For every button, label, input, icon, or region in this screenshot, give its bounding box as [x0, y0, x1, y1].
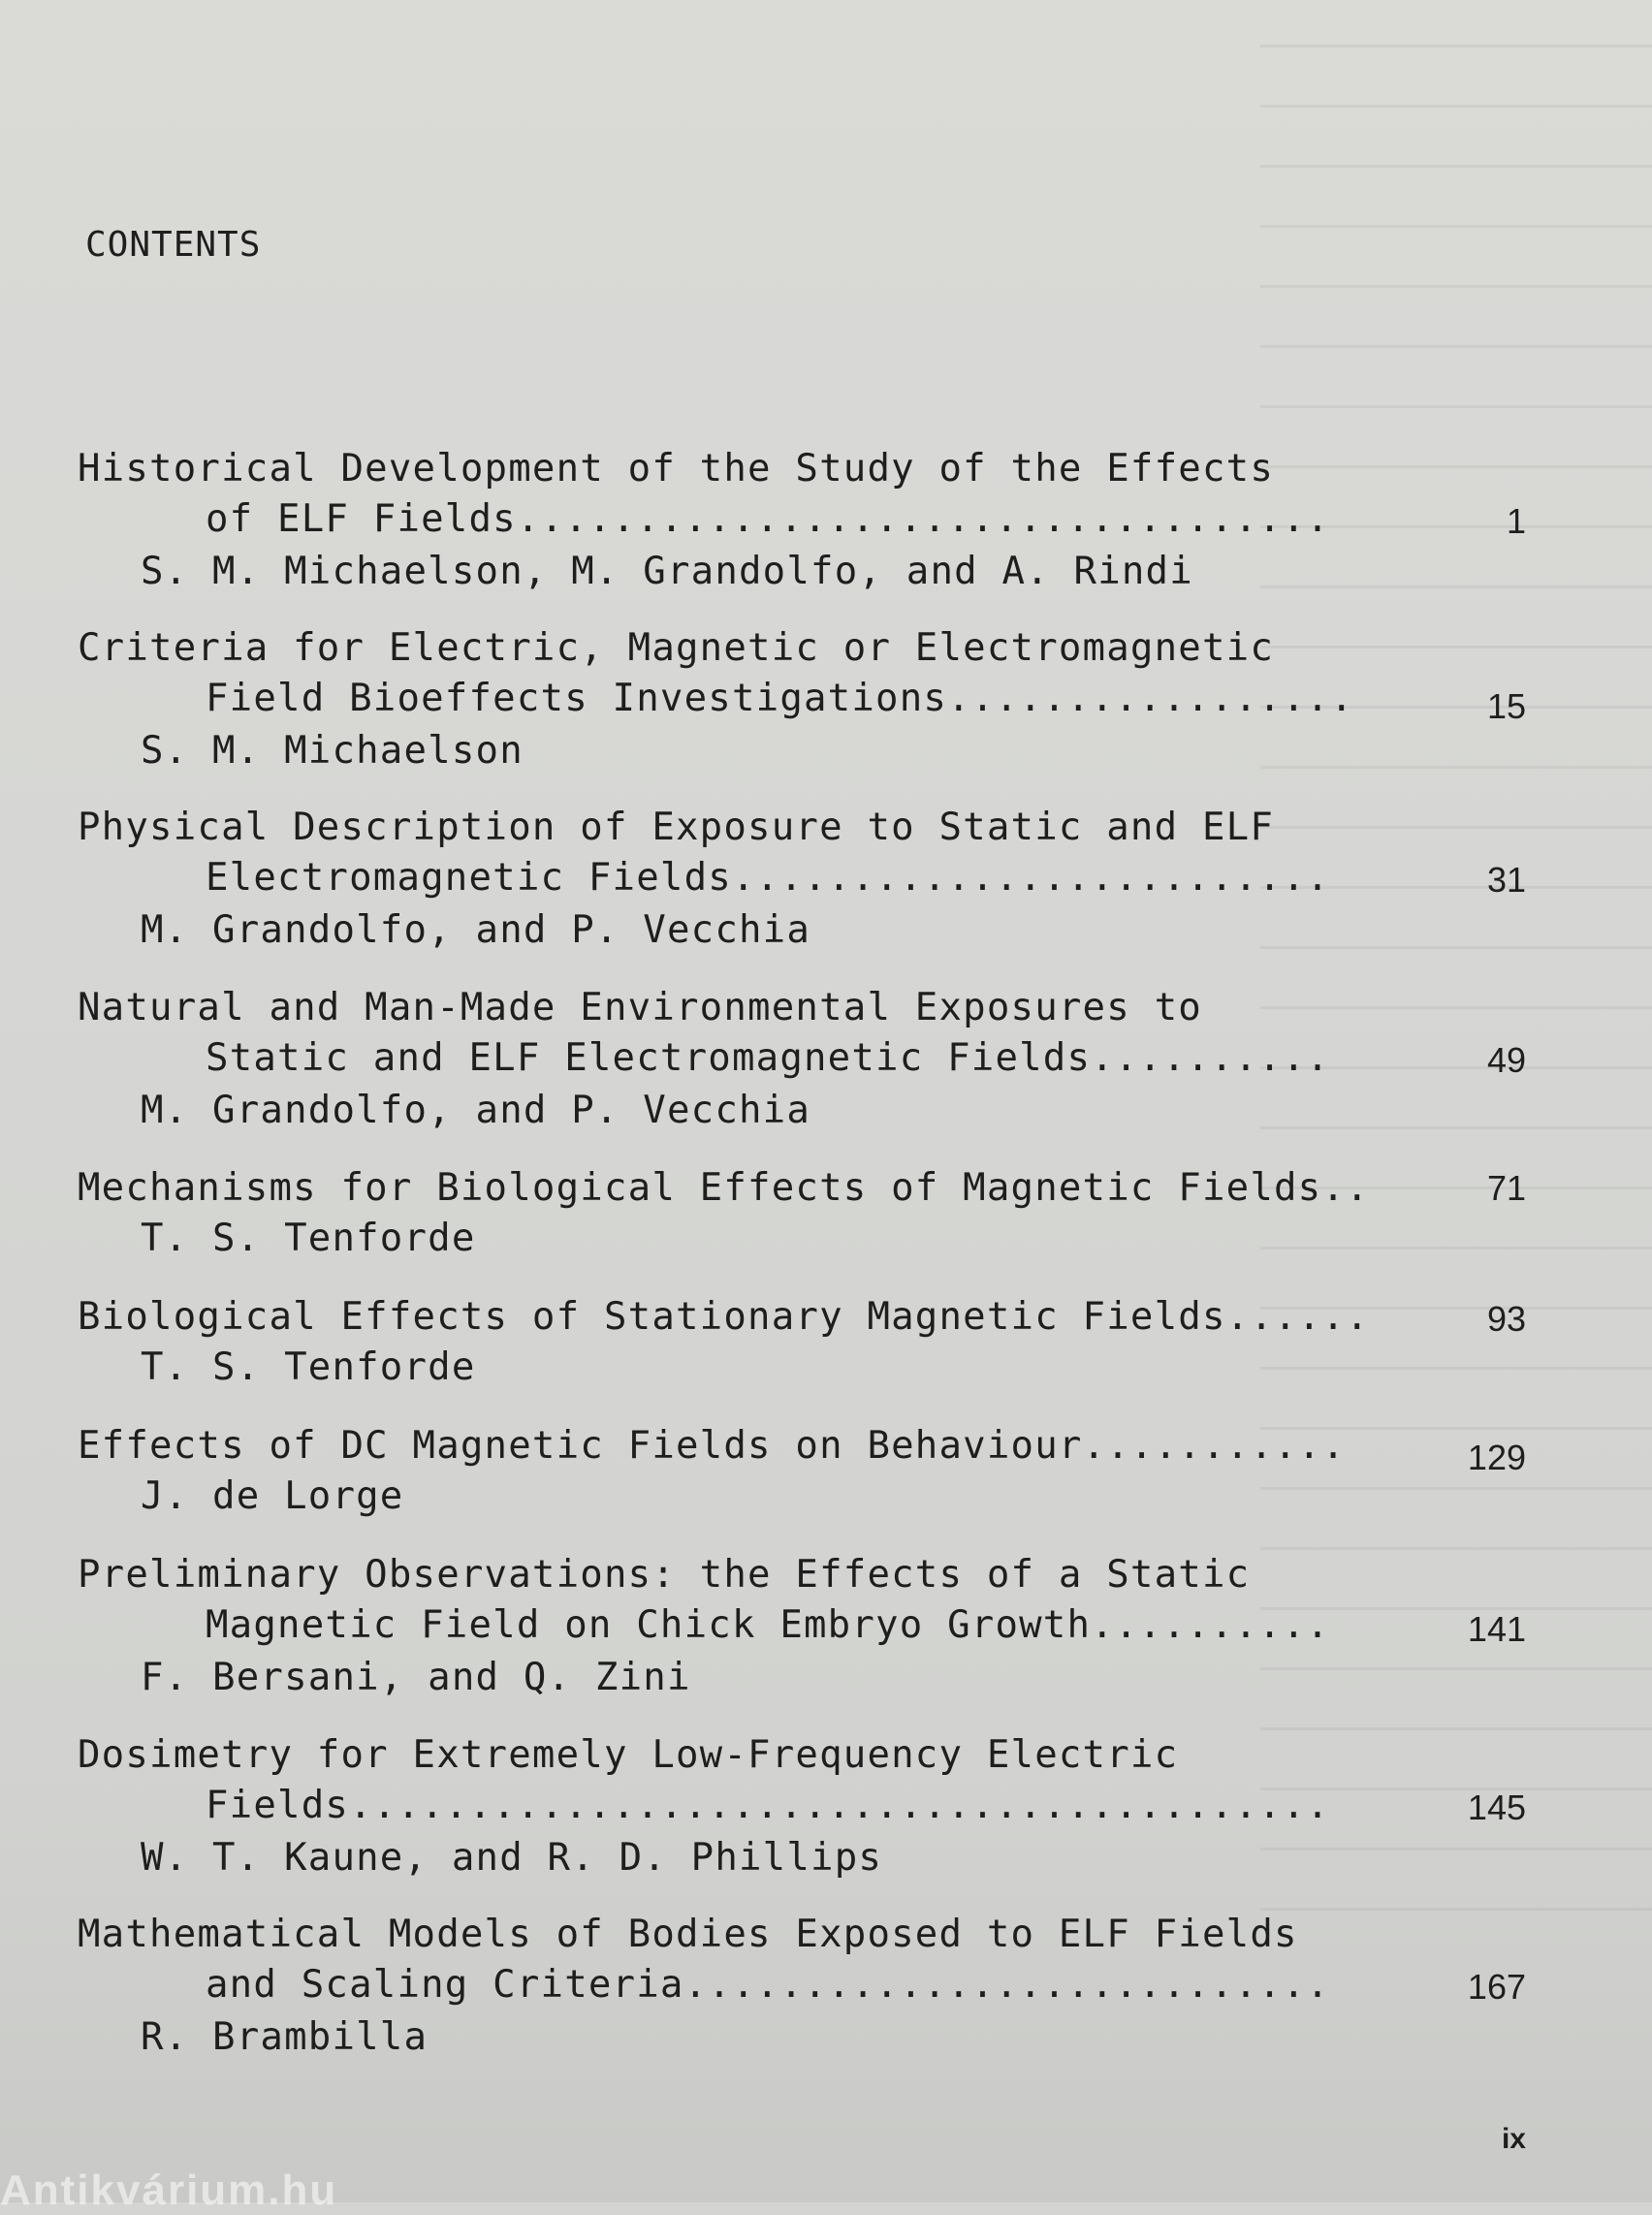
entry-authors: J. de Lorge [141, 1474, 404, 1518]
entry-page-number: 145 [1467, 1788, 1526, 1827]
entry-page-number: 15 [1486, 686, 1526, 726]
entry-page-number: 167 [1467, 1967, 1526, 2007]
entry-authors: T. S. Tenforde [141, 1217, 476, 1260]
entry-page-number: 31 [1486, 860, 1526, 900]
entry-title-line2: Electromagnetic Fields......................... [206, 856, 1330, 900]
entry-page-number: 141 [1467, 1609, 1526, 1649]
entry-title-line2: Magnetic Field on Chick Embryo Growth.......... [206, 1603, 1330, 1647]
entry-page-number: 1 [1506, 501, 1526, 541]
entry-authors: W. T. Kaune, and R. D. Phillips [141, 1836, 883, 1880]
entry-title-line2: Field Bioeffects Investigations................. [206, 677, 1354, 720]
entry-title-line1: Criteria for Electric, Magnetic or Electromagnetic [78, 626, 1274, 670]
entry-page-number: 129 [1467, 1438, 1526, 1477]
entry-title-line1: Effects of DC Magnetic Fields on Behaviour........... [78, 1424, 1347, 1468]
entry-authors: R. Brambilla [141, 2015, 429, 2059]
entry-authors: M. Grandolfo, and P. Vecchia [141, 908, 811, 952]
entry-title-line1: Preliminary Observations: the Effects of a Static [78, 1553, 1251, 1597]
entry-title-line1: Dosimetry for Extremely Low-Frequency Electric [78, 1733, 1179, 1777]
entry-title-line2: Static and ELF Electromagnetic Fields.......... [206, 1036, 1330, 1080]
entry-authors: F. Bersani, and Q. Zini [141, 1656, 691, 1699]
entry-title-line2: of ELF Fields.................................. [206, 497, 1330, 541]
entry-authors: M. Grandolfo, and P. Vecchia [141, 1089, 811, 1132]
entry-authors: S. M. Michaelson, M. Grandolfo, and A. Rindi [141, 550, 1193, 593]
entry-title-line1: Biological Effects of Stationary Magnetic Fields...... [78, 1295, 1370, 1339]
entry-authors: T. S. Tenforde [141, 1345, 476, 1389]
entry-page-number: 49 [1486, 1040, 1526, 1080]
entry-title-line2: and Scaling Criteria........................... [206, 1963, 1330, 2007]
page-folio: ix [1501, 2123, 1526, 2155]
contents-heading: CONTENTS [85, 225, 262, 265]
watermark-text: Antikvárium.hu [0, 2167, 338, 2214]
entry-page-number: 93 [1486, 1299, 1526, 1339]
entry-page-number: 71 [1486, 1168, 1526, 1208]
entry-title-line2: Fields......................................... [206, 1784, 1330, 1827]
entry-title-line1: Natural and Man-Made Environmental Exposures to [78, 986, 1202, 1029]
entry-authors: S. M. Michaelson [141, 729, 524, 773]
entry-title-line1: Physical Description of Exposure to Static and ELF [78, 806, 1274, 849]
entry-title-line1: Mathematical Models of Bodies Exposed to ELF Fields [78, 1913, 1298, 1956]
entry-title-line1: Mechanisms for Biological Effects of Magnetic Fields.. [78, 1166, 1370, 1210]
entry-title-line1: Historical Development of the Study of the Effects [78, 447, 1274, 490]
